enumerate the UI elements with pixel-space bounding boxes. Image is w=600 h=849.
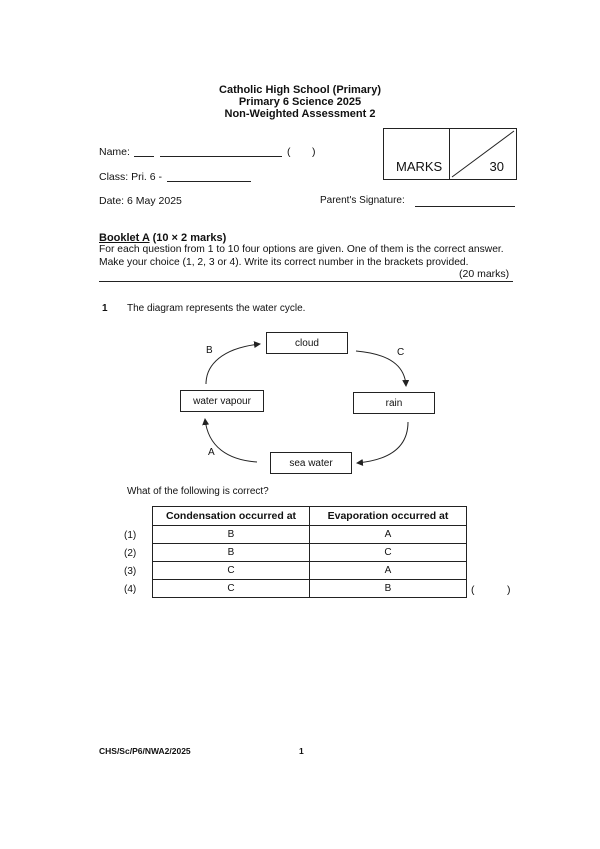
signature-label: Parent's Signature:	[320, 195, 405, 206]
cloud-node: cloud	[266, 332, 348, 354]
class-label: Class: Pri. 6 -	[99, 171, 163, 183]
option-number: (4)	[124, 584, 137, 595]
question-stem: The diagram represents the water cycle.	[127, 303, 306, 314]
register-number-bracket-close: )	[312, 146, 316, 158]
option-number: (2)	[124, 548, 137, 559]
assessment-title: Non-Weighted Assessment 2	[224, 108, 376, 120]
page-number: 1	[299, 746, 304, 756]
condensation-cell: B	[153, 526, 310, 544]
condensation-cell: C	[153, 562, 310, 580]
booklet-name: Booklet A	[99, 232, 150, 244]
process-label-a: A	[208, 447, 215, 458]
condensation-cell: C	[153, 580, 310, 598]
evaporation-cell: A	[310, 562, 467, 580]
arrow-rain-to-sea	[357, 422, 408, 463]
booklet-marks-spec: (10 × 2 marks)	[149, 232, 227, 244]
header-condensation: Condensation occurred at	[153, 507, 310, 526]
evaporation-cell: B	[310, 580, 467, 598]
answer-bracket-close[interactable]: )	[507, 584, 511, 596]
table-row	[153, 562, 467, 580]
instruction-line-1: For each question from 1 to 10 four options are given. One of them is the correct answer.	[99, 244, 504, 255]
marks-label: MARKS	[396, 159, 443, 174]
evaporation-cell: C	[310, 544, 467, 562]
table-row	[153, 526, 467, 544]
date-label: Date: 6 May 2025	[99, 195, 182, 207]
sea-water-node: sea water	[270, 452, 352, 474]
table-row	[153, 544, 467, 562]
school-name: Catholic High School (Primary)	[219, 84, 381, 96]
footer-code: CHS/Sc/P6/NWA2/2025	[99, 746, 191, 756]
option-number: (3)	[124, 566, 137, 577]
options-table	[152, 506, 467, 598]
instruction-line-2: Make your choice (1, 2, 3 or 4). Write its correct number in the brackets provided.	[99, 257, 469, 268]
rain-node: rain	[353, 392, 435, 414]
marks-total: 30	[489, 159, 504, 174]
question-number: 1	[102, 303, 108, 314]
register-number-bracket-open: (	[287, 146, 291, 158]
answer-bracket-open[interactable]: (	[471, 584, 475, 596]
evaporation-cell: A	[310, 526, 467, 544]
table-header-row	[153, 507, 467, 526]
exam-subject: Primary 6 Science 2025	[238, 96, 362, 108]
question-prompt: What of the following is correct?	[127, 486, 269, 497]
process-label-b: B	[206, 345, 213, 356]
table-row	[153, 580, 467, 598]
name-label: Name:	[99, 146, 130, 158]
header-evaporation: Evaporation occurred at	[310, 507, 467, 526]
condensation-cell: B	[153, 544, 310, 562]
process-label-c: C	[397, 347, 405, 358]
option-number: (1)	[124, 530, 137, 541]
water-vapour-node: water vapour	[180, 390, 264, 412]
booklet-total-marks: (20 marks)	[459, 268, 510, 280]
arrow-vapour-to-cloud	[206, 344, 260, 384]
